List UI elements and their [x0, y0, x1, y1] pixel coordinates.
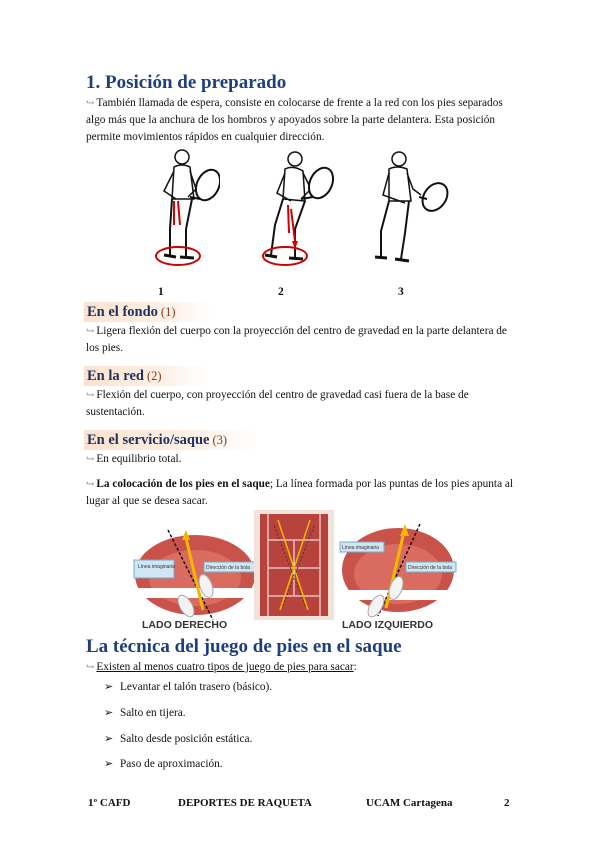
- subheading-servicio: [84, 430, 257, 450]
- arrow-icon: ↪: [86, 479, 95, 490]
- figure-label-1: 1: [158, 286, 164, 298]
- list-item-text: Salto desde posición estática.: [120, 733, 253, 745]
- list-item-text: Salto en tijera.: [120, 707, 186, 719]
- list-item-text: Levantar el talón trasero (básico).: [120, 681, 273, 693]
- footer-page-number: 2: [504, 797, 510, 809]
- intro-paragraph: [86, 95, 516, 146]
- list-item: [104, 757, 223, 770]
- fondo-paragraph: [86, 323, 516, 357]
- subheading-fondo-title: En el fondo: [87, 304, 158, 320]
- red-paragraph: [86, 387, 516, 421]
- subheading-servicio-num: (3): [212, 433, 228, 447]
- subheading-red-num: (2): [146, 369, 162, 383]
- right-tag-1: Línea imaginaria: [342, 545, 379, 551]
- tecnica-intro-colon: :: [353, 661, 357, 673]
- colocacion-bold: La colocación de los pies en el saque: [96, 478, 270, 490]
- arrow-icon: ↪: [86, 98, 95, 109]
- figure-label-2: 2: [278, 286, 284, 298]
- player-figure-3: [375, 145, 455, 275]
- figure-label-3: 3: [398, 286, 404, 298]
- footer-subject: DEPORTES DE RAQUETA: [178, 797, 312, 809]
- section-title-tecnica: La técnica del juego de pies en el saque: [86, 636, 402, 657]
- subheading-fondo-num: (1): [160, 305, 176, 319]
- footer-course: 1º CAFD: [88, 797, 131, 809]
- servicio-paragraph: [86, 451, 516, 468]
- colocacion-paragraph: [86, 476, 516, 510]
- tecnica-intro-text: Existen al menos cuatro tipos de juego de pies para sacar: [96, 661, 354, 673]
- right-tag-2: Dirección de la bola: [408, 565, 452, 571]
- colocacion-text: ; La línea formada por las puntas de los pies apunta al lugar al que se desea sacar.: [86, 478, 514, 507]
- servicio-text: En equilibrio total.: [96, 453, 182, 465]
- left-tag-1: Línea imaginaria: [138, 564, 175, 570]
- right-side-label: LADO IZQUIERDO: [342, 619, 433, 630]
- subheading-fondo: [84, 302, 213, 322]
- arrow-icon: ↪: [86, 454, 95, 465]
- arrow-icon: ↪: [86, 326, 95, 337]
- bullet-arrow-icon: ➢: [104, 681, 114, 693]
- arrow-icon: ↪: [86, 662, 95, 673]
- bullet-arrow-icon: ➢: [104, 707, 114, 719]
- subheading-servicio-title: En el servicio/saque: [87, 432, 210, 448]
- list-item: [104, 732, 252, 745]
- list-item: [104, 680, 272, 693]
- section-title-posicion: 1. Posición de preparado: [86, 72, 287, 93]
- intro-text: También llamada de espera, consiste en colocarse de frente a la red con los pies separados algo más que la anchura de los hombros y apoyados sobre la parte delantera. Esta posición permite movimientos rápidos en cualquier dirección.: [86, 97, 503, 143]
- arrow-icon: ↪: [86, 390, 95, 401]
- tecnica-intro: [86, 659, 516, 676]
- bullet-arrow-icon: ➢: [104, 758, 114, 770]
- bullet-arrow-icon: ➢: [104, 733, 114, 745]
- footer-institution: UCAM Cartagena: [366, 797, 453, 809]
- player-figure-2: [255, 145, 335, 275]
- subheading-red: [84, 366, 207, 386]
- red-text: Flexión del cuerpo, con proyección del centro de gravedad casi fuera de la base de sustentación.: [86, 389, 469, 418]
- left-side-label: LADO DERECHO: [142, 619, 228, 630]
- subheading-red-title: En la red: [87, 368, 144, 384]
- left-tag-2: Dirección de la bola: [206, 565, 250, 571]
- list-item: [104, 706, 186, 719]
- player-figure-1: [140, 145, 220, 275]
- fondo-text: Ligera flexión del cuerpo con la proyección del centro de gravedad en la parte delantera de los pies.: [86, 325, 507, 354]
- list-item-text: Paso de aproximación.: [120, 758, 223, 770]
- serve-footwork-diagram: [128, 510, 458, 630]
